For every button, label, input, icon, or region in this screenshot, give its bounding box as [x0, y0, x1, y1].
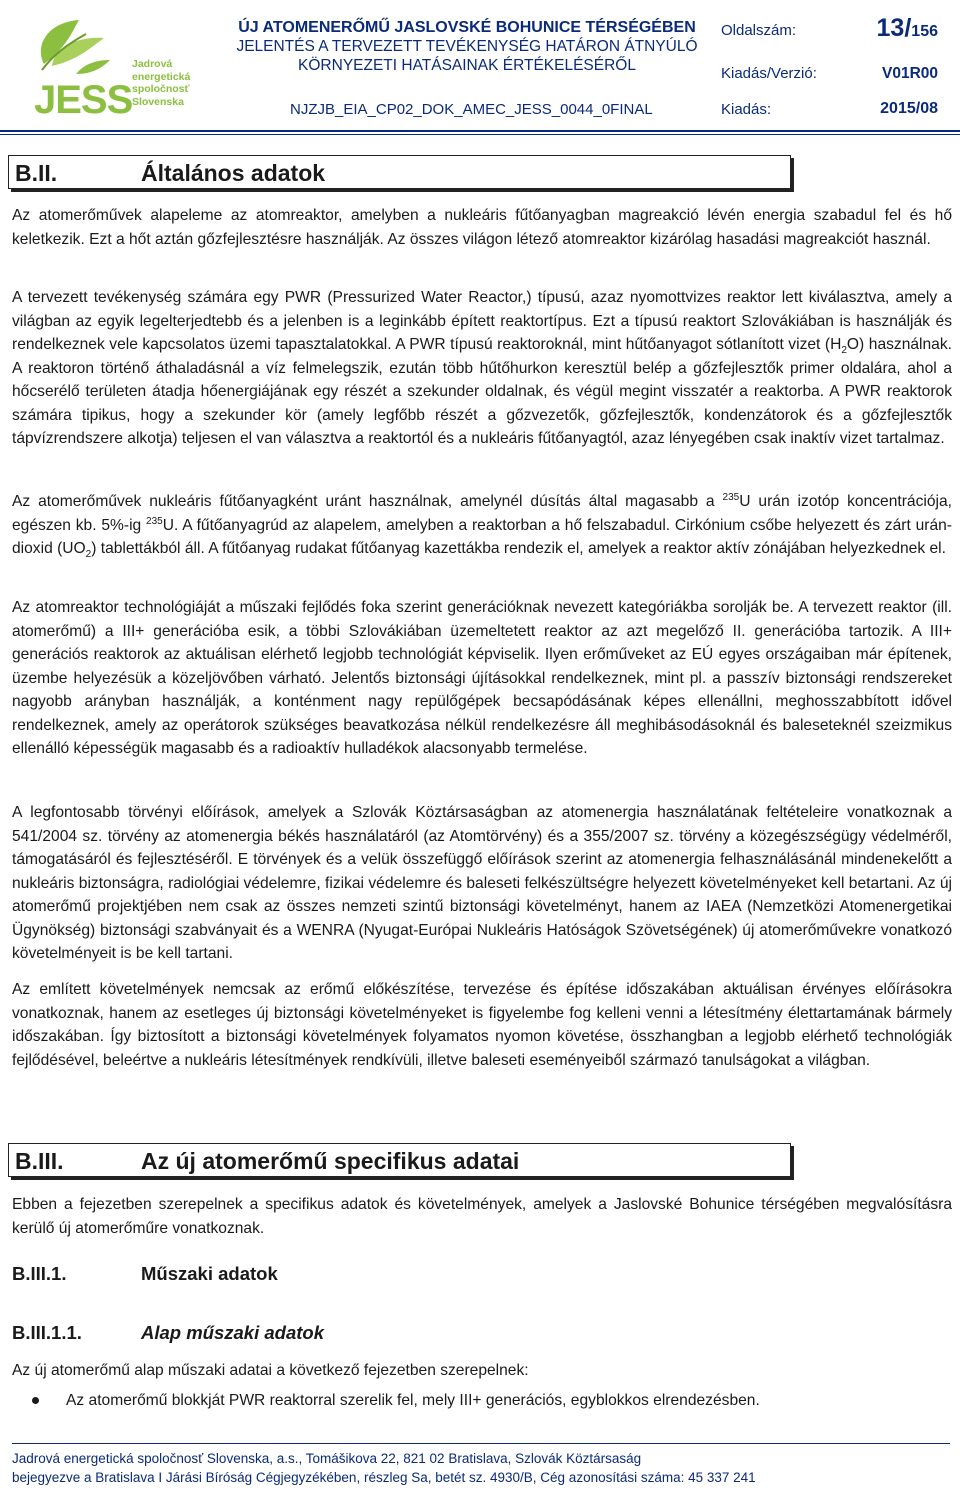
paragraph-requirements: Az említett követelmények nemcsak az erőmű előkészítése, tervezése és építése időszakában aktuálisan érvényes előírásokra vonatkoznak, hanem az esetleges új biztonsági követelményeket is figyelembe fog kelleni venni a létesítmény élettartamának bármely időszakában. Így biztosított a biztonsági követelmények folyamatos nyomon követése, összhangban a legjobb elérhető technológiák fejlődésével, beleértve a nukleáris létesítmények rendkívüli, illetve baleseti eseményeiből származó tanulságokat a világban. [12, 981, 952, 1069]
section-title: Általános adatok [141, 160, 326, 186]
version-label: Kiadás/Verzió: [721, 65, 817, 82]
jess-logo [24, 14, 214, 122]
subheading-number: B.III.1. [12, 1263, 67, 1284]
subheading-b3-1-1 [12, 1322, 325, 1344]
section-heading-b2 [8, 155, 791, 189]
paragraph-fuel: Az atomerőművek nukleáris fűtőanyagként uránt használnak, amelynél dúsítás által magasabb a $^{235}$U urán izotóp koncentrációja, egészen kb. 5%-ig $^{235}$U. A fűtőanyagrúd az alapelem, amelyben a reaktorban a hő felszabadul. Cirkónium csőbe helyezett és zárt urán-dioxid $(UO_2)$ tablettákból áll. A fűtőanyag rudakat fűtőanyag kazettákba rendezik el, amelyek a reaktor aktív zónájában helyezkednek el. [12, 491, 952, 561]
footer-divider [12, 1443, 950, 1444]
issue-label: Kiadás: [721, 101, 772, 118]
logo-wordmark: JESS [34, 78, 133, 122]
issue-value: 2015/08 [880, 100, 938, 117]
page-number: 13/156 [876, 14, 938, 42]
subheading-number: B.III.1.1. [12, 1322, 82, 1343]
footer-address: Jadrová energetická spoločnosť Slovenska, a.s., Tomášikova 22, 821 02 Bratislava, Szlovák Köztársaság [12, 1451, 642, 1466]
subheading-title: Alap műszaki adatok [141, 1322, 325, 1343]
section-heading-b3 [8, 1143, 791, 1177]
section-number: B.III. [15, 1148, 64, 1174]
header-divider-thin [0, 134, 960, 135]
paragraph-generations: Az atomreaktor technológiáját a műszaki fejlődés foka szerint generációknak nevezett kategóriákba sorolják be. A tervezett reaktor (ill. atomerőmű) a III+ generációba esik, a többi Szlovákiában üzemeltetett reaktor az azt megelőző II. generációba tartozik. A III+ generációs reaktorok az aktuálisan elérhető legjobb technológiát képviselik. Ilyen erőműveket az EÚ egyes országaiban már építenek, üzembe helyezésük a közeljövőben várható. Jelentős biztonsági újításokkal rendelkeznek, mint pl. a passzív biztonsági rendszereket nagyobb arányban használják, a konténment nagy repülőgépek becsapódásának képes ellenállni, meghosszabbított idővel rendelkeznek, amely az operátorok szükséges beavatkozása nélkül rendelkezésre áll meghibásodásoknál és baleseteknél szeizmikus ellenálló képességük magasabb és a radioaktív hulladékok alacsonyabb termelése. [12, 599, 952, 757]
paragraph-pwr: A tervezett tevékenység számára egy PWR (Pressurized Water Reactor,) típusú, azaz nyomottvizes reaktor lett kiválasztva, amely a világban az egyik legelterjedtebb és a jelenben is a leginkább épített reaktortípus. Ezt a típusú reaktort Szlovákiában is használják és rendelkeznek vele kapcsolatos üzemi tapasztalatokkal. A PWR típusú reaktoroknál, mint hűtőanyagot sótlanított vizet $(H_2O)$ használnak. A reaktoron történő áthaladásnál a víz felmelegszik, ezután több hűtőhurkon keresztül belép a gőzfejlesztők primer oldalára, ahol a hőcserélő területen átadja hőenergiájának egy részét a szekunder oldalnak, és végül megint visszatér a reaktorba. A PWR reaktorok számára tipikus, hogy a szekunder kör (amely legfőbb részét a gőzvezetők, gőzfejlesztők, kondenzátorok és a gőzfejlesztők tápvízrendszere alkotja) teljesen el van választva a reaktortól és a nukleáris fűtőanyagtól, azaz lényegében csak inaktív vizet tartalmaz. [12, 289, 952, 447]
section-number: B.II. [15, 160, 58, 186]
document-id: NJZJB_EIA_CP02_DOK_AMEC_JESS_0044_0FINAL [290, 101, 653, 118]
leaf-logo-icon [24, 14, 114, 84]
paragraph-b3-1-1-intro: Az új atomerőmű alap műszaki adatai a következő fejezetben szerepelnek: [12, 1362, 529, 1379]
footer-registration: bejegyezve a Bratislava I Járási Bíróság Cégjegyzékében, részleg Sa, betét sz. 4930/B, Cég azonosítási száma: 45 337 241 [12, 1470, 756, 1485]
subheading-b3-1 [12, 1263, 278, 1285]
paragraph-b3-intro: Ebben a fejezetben szerepelnek a specifikus adatok és követelmények, amelyek a Jaslovské Bohunice térségében megvalósításra kerülő új atomerőműre vonatkoznak. [12, 1196, 952, 1237]
paragraph-legislation: A legfontosabb törvényi előírások, amelyek a Szlovák Köztársaságban az atomenergia használatának feltételeire vonatkoznak a 541/2004 sz. törvény az atomenergia békés használatáról (az Atomtörvény) és a 355/2007 sz. törvény a közegészségügy védelméről, támogatásáról és fejlesztéséről. E törvények és a velük összefüggő előírások szerint az atomenergia felhasználásánál mindenekelőtt a nukleáris biztonságra, radiológiai védelemre, fizikai védelemre és baleseti felkészültségre helyezett követelményeket kell betartani. Az új atomerőmű projektjében nem csak az összes nemzeti szintű biztonsági követelményt, hanem az IAEA (Nemzetközi Atomenergetikai Ügynökség) biztonsági szabványait és a WENRA (Nyugat-Európai Nukleáris Hatóságok Szövetségének) új atomerőművekre vonatkozó követelményeit is be kell tartani. [12, 804, 952, 962]
section-title: Az új atomerőmű specifikus adatai [141, 1148, 520, 1174]
version-value: V01R00 [881, 65, 938, 82]
report-title: ÚJ ATOMENERŐMŰ JASLOVSKÉ BOHUNICE TÉRSÉGÉBEN JELENTÉS A TERVEZETT TEVÉKENYSÉG HATÁRON ÁTNYÚLÓ KÖRNYEZETI HATÁSAINAK ÉRTÉKELÉSÉRŐL [236, 19, 698, 74]
header-divider [0, 130, 960, 132]
page-footer [12, 1449, 952, 1487]
logo-subtitle: Jadrová energetická spoločnosť Slovenska [132, 58, 191, 108]
page-header [0, 0, 960, 132]
paragraph-intro: Az atomerőművek alapeleme az atomreaktor, amelyben a nukleáris fűtőanyagban magreakció lévén energia szabadul fel és hő keletkezik. Ezt a hőt aztán gőzfejlesztésre használják. Az összes világon létező atomreaktor kizárólag hasadási magreakciót használ. [12, 207, 952, 248]
bullet-icon [32, 1397, 39, 1404]
page-label: Oldalszám: [721, 22, 797, 39]
subheading-title: Műszaki adatok [141, 1263, 278, 1284]
